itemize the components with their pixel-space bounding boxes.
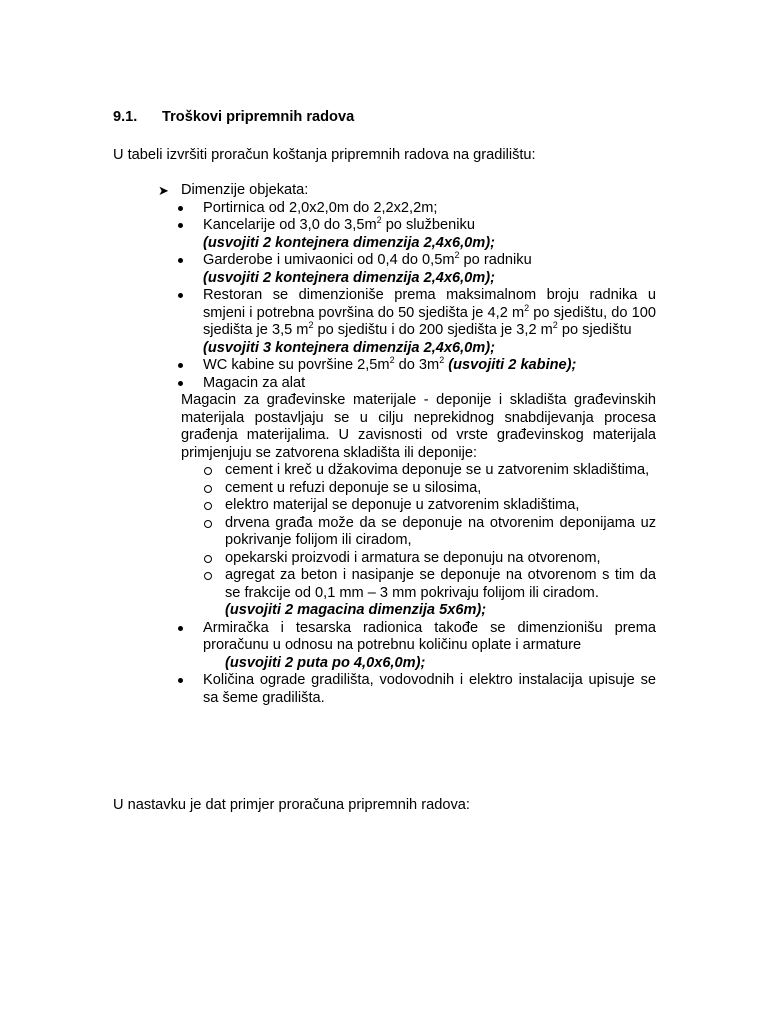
dimensions-outline — [158, 182, 656, 707]
list-item-wc — [158, 357, 656, 375]
outline-heading: Dimenzije objekata: — [181, 182, 309, 198]
wc-text: WC kabine su površine 2,5m — [203, 357, 390, 373]
superscript: 2 — [389, 355, 395, 365]
bullet-dot-icon — [178, 678, 183, 683]
closing-paragraph: U nastavku je dat primjer proračuna pripremnih radova: — [113, 797, 470, 813]
sublist-item-text: drvena građa može da se deponuje na otvorenim deponijama uz pokrivanje folijom ili ciradom, — [225, 514, 656, 548]
bullet-dot-icon — [178, 293, 183, 298]
list-item-magacin — [158, 375, 656, 393]
bullet-dot-icon — [178, 258, 183, 263]
kancelarije-note: (usvojiti 2 kontejnera dimenzija 2,4x6,0m); — [203, 234, 495, 251]
outline-heading-item — [158, 182, 656, 200]
magacin-title: Magacin za alat — [203, 374, 306, 391]
bullet-dot-icon — [178, 381, 183, 386]
sublist-item — [158, 462, 656, 480]
section-number: 9.1. — [113, 109, 138, 125]
intro-paragraph: U tabeli izvršiti proračun koštanja pripremnih radova na gradilištu: — [113, 147, 536, 163]
sublist-item-text: cement u refuzi deponuje se u silosima, — [225, 479, 482, 496]
circle-bullet-icon — [204, 502, 212, 510]
superscript: 2 — [308, 320, 314, 330]
list-item-radionica — [158, 620, 656, 673]
sublist-item — [158, 567, 656, 602]
circle-bullet-icon — [204, 572, 212, 580]
kancelarije-text-end: po službeniku — [381, 217, 475, 233]
bullet-list-continued — [158, 620, 656, 708]
restoran-text-part: Restoran se dimenzioniše prema maksimalnom broju radnika u smjeni i potrebna površina do 50 sjedišta je 4,2 m — [203, 287, 656, 321]
sublist-item — [158, 515, 656, 550]
list-item-portirnica — [158, 200, 656, 218]
sublist-item — [158, 480, 656, 498]
circle-bullet-icon — [204, 485, 212, 493]
superscript: 2 — [454, 250, 460, 260]
superscript: 2 — [439, 355, 445, 365]
sublist-item-text: agregat za beton i nasipanje se deponuje na otvorenom s tim da se frakcije od 0,1 mm – 3 mm pokrivaju folijom ili ciradom. — [225, 567, 656, 601]
ograda-text: Količina ograde gradilišta, vodovodnih i elektro instalacija upisuje se sa šeme gradilišta. — [203, 672, 656, 706]
superscript: 2 — [376, 215, 382, 225]
section-title: Troškovi pripremnih radova — [162, 109, 355, 125]
list-item-kancelarije — [158, 217, 656, 252]
superscript: 2 — [552, 320, 558, 330]
kancelarije-text: Kancelarije od 3,0 do 3,5m — [203, 217, 377, 233]
restoran-text-part: po sjedištu i do 200 sjedišta je 3,2 m — [313, 322, 553, 338]
circle-bullet-icon — [204, 520, 212, 528]
sublist-item-text: opekarski proizvodi i armatura se deponuju na otvorenom, — [225, 549, 601, 566]
circle-bullet-icon — [204, 467, 212, 475]
radionica-note: (usvojiti 2 puta po 4,0x6,0m); — [225, 654, 426, 671]
list-item-garderobe — [158, 252, 656, 287]
bullet-dot-icon — [178, 206, 183, 211]
restoran-text — [203, 287, 656, 340]
magacin-note: (usvojiti 2 magacina dimenzija 5x6m); — [225, 602, 487, 618]
circle-bullet-icon — [204, 555, 212, 563]
sublist-item — [158, 550, 656, 568]
garderobe-note: (usvojiti 2 kontejnera dimenzija 2,4x6,0m); — [203, 269, 495, 286]
garderobe-text-end: po radniku — [459, 252, 532, 268]
arrow-bullet-icon: ➤ — [158, 183, 169, 198]
restoran-note: (usvojiti 3 kontejnera dimenzija 2,4x6,0m); — [203, 339, 495, 356]
section-heading — [113, 109, 354, 127]
storage-sublist — [158, 462, 656, 602]
superscript: 2 — [524, 302, 530, 313]
bullet-dot-icon — [178, 626, 183, 631]
list-item-restoran — [158, 287, 656, 357]
wc-text-mid: do 3m — [394, 357, 440, 373]
garderobe-text: Garderobe i umivaonici od 0,4 do 0,5m — [203, 252, 455, 268]
bullet-dot-icon — [178, 363, 183, 368]
bullet-list — [158, 200, 656, 393]
list-item-ograda — [158, 672, 656, 707]
magacin-paragraph: Magacin za građevinske materijale - deponije i skladišta građevinskih materijala postavljaju se u cilju neprekidnog snabdijevanja procesa građenja materijalima. U zavisnosti od vrste građevinskog materijala primjenjuju se zatvorena skladišta ili deponije: — [181, 392, 656, 461]
sublist-item-text: cement i kreč u džakovima deponuje se u zatvorenim skladištima, — [225, 462, 650, 478]
restoran-text-part: po sjedištu — [557, 322, 632, 338]
wc-note: (usvojiti 2 kabine); — [444, 357, 577, 373]
radionica-text: Armiračka i tesarska radionica takođe se dimenzionišu prema proračunu u odnosu na potrebnu količinu oplate i armature — [203, 619, 656, 653]
sublist-item-text: elektro materijal se deponuje u zatvorenim skladištima, — [225, 497, 580, 513]
sublist-item — [158, 497, 656, 515]
bullet-dot-icon — [178, 223, 183, 228]
portirnica-text: Portirnica od 2,0x2,0m do 2,2x2,2m; — [203, 199, 438, 216]
restoran-text-part: po sjedištu, do 100 sjedišta je 3,5 m — [203, 304, 656, 338]
